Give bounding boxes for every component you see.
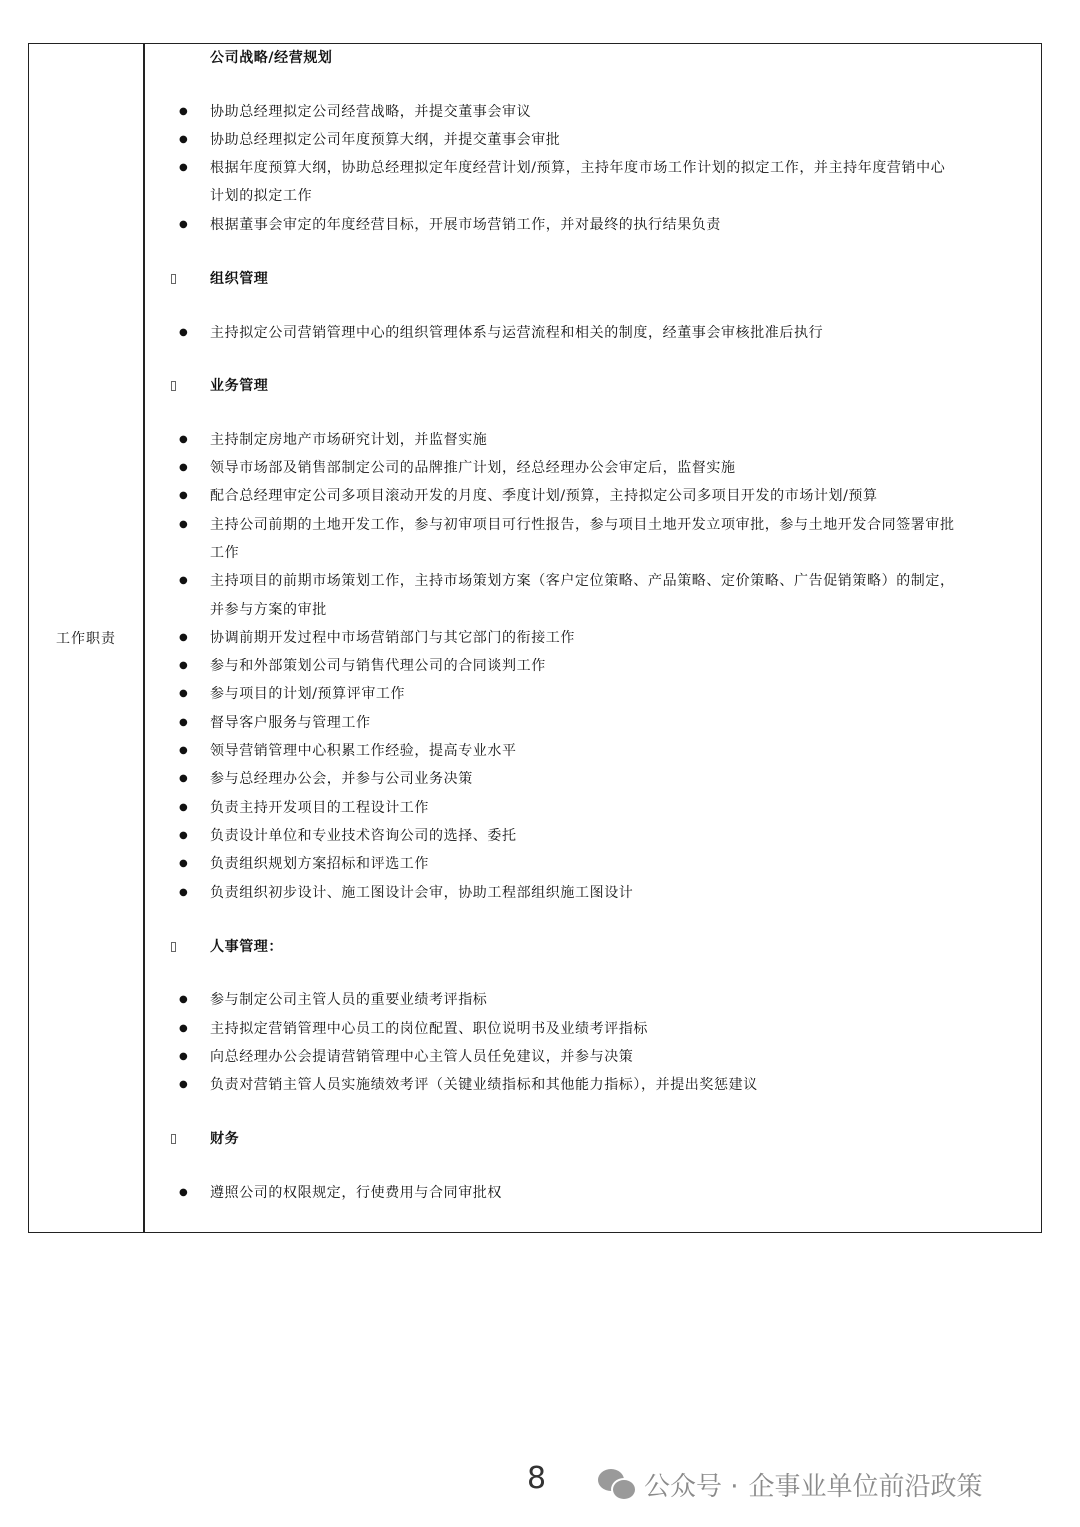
bullet-icon: ● xyxy=(179,773,188,784)
item-text: 根据年度预算大纲，协助总经理拟定年度经营计划/预算，主持年度市场工作计划的拟定工作，并主持年度营销中心 xyxy=(210,160,946,176)
row-label: 工作职责 xyxy=(56,631,116,647)
item-text: 人事管理： xyxy=(210,939,283,955)
item-text: 配合总经理审定公司多项目滚动开发的月度、季度计划/预算，主持拟定公司多项目开发的市场计划/预算 xyxy=(210,488,878,504)
bullet-icon: ● xyxy=(179,1079,188,1090)
item-text: 督导客户服务与管理工作 xyxy=(210,715,371,731)
item-text: 组织管理 xyxy=(210,271,269,287)
bullet-icon: ● xyxy=(179,1051,188,1062)
bullet-icon: ● xyxy=(179,575,188,586)
item-text: 协助总经理拟定公司年度预算大纲，并提交董事会审批 xyxy=(210,132,561,148)
bullet-icon: ● xyxy=(179,462,188,473)
section-marker-icon xyxy=(171,381,176,391)
bullet-icon: ● xyxy=(179,745,188,756)
item-text: 主持公司前期的土地开发工作，参与初审项目可行性报告，参与项目土地开发立项审批，参与土地开发合同签署审批 xyxy=(210,517,955,533)
item-text: 参与和外部策划公司与销售代理公司的合同谈判工作 xyxy=(210,658,546,674)
bullet-icon: ● xyxy=(179,660,188,671)
item-text: 向总经理办公会提请营销管理中心主管人员任免建议，并参与决策 xyxy=(210,1049,634,1065)
item-text: 负责组织初步设计、施工图设计会审，协助工程部组织施工图设计 xyxy=(210,885,634,901)
bullet-icon: ● xyxy=(179,1187,188,1198)
bullet-icon: ● xyxy=(179,519,188,530)
item-text: 负责组织规划方案招标和评选工作 xyxy=(210,856,429,872)
item-text: 公司战略/经营规划 xyxy=(210,50,333,66)
item-text: 领导市场部及销售部制定公司的品牌推广计划，经总经理办公会审定后，监督实施 xyxy=(210,460,736,476)
bullet-icon: ● xyxy=(179,490,188,501)
bullet-icon: ● xyxy=(179,688,188,699)
bullet-icon: ● xyxy=(179,106,188,117)
item-text: 财务 xyxy=(210,1131,240,1147)
bullet-icon: ● xyxy=(179,887,188,898)
bullet-icon: ● xyxy=(179,858,188,869)
section-marker-icon xyxy=(171,1134,176,1144)
item-text: 主持拟定公司营销管理中心的组织管理体系与运营流程和相关的制度，经董事会审核批准后执行 xyxy=(210,325,824,341)
item-text: 负责主持开发项目的工程设计工作 xyxy=(210,800,429,816)
page-number: 8 xyxy=(527,1461,547,1496)
item-text: 负责对营销主管人员实施绩效考评（关键业绩指标和其他能力指标），并提出奖惩建议 xyxy=(210,1077,758,1093)
item-text: 遵照公司的权限规定，行使费用与合同审批权 xyxy=(210,1185,502,1201)
item-text: 参与制定公司主管人员的重要业绩考评指标 xyxy=(210,992,488,1008)
item-text: 根据董事会审定的年度经营目标，开展市场营销工作，并对最终的执行结果负责 xyxy=(210,217,721,233)
item-text: 领导营销管理中心积累工作经验，提高专业水平 xyxy=(210,743,517,759)
item-text: 参与项目的计划/预算评审工作 xyxy=(210,686,406,702)
bullet-icon: ● xyxy=(179,327,188,338)
bullet-icon: ● xyxy=(179,134,188,145)
bullet-icon: ● xyxy=(179,994,188,1005)
bullet-icon: ● xyxy=(179,1023,188,1034)
responsibility-list xyxy=(29,44,1041,1232)
bullet-icon: ● xyxy=(179,802,188,813)
item-text: 工作 xyxy=(210,545,240,561)
item-text: 协调前期开发过程中市场营销部门与其它部门的衔接工作 xyxy=(210,630,575,646)
item-text: 负责设计单位和专业技术咨询公司的选择、委托 xyxy=(210,828,517,844)
item-text: 业务管理 xyxy=(210,378,269,394)
bullet-icon: ● xyxy=(179,434,188,445)
bullet-icon: ● xyxy=(179,162,188,173)
bullet-icon: ● xyxy=(179,632,188,643)
bullet-icon: ● xyxy=(179,717,188,728)
wechat-icon xyxy=(598,1469,634,1499)
item-text: 协助总经理拟定公司经营战略，并提交董事会审议 xyxy=(210,104,532,120)
item-text: 参与总经理办公会，并参与公司业务决策 xyxy=(210,771,473,787)
item-text: 主持拟定营销管理中心员工的岗位配置、职位说明书及业绩考评指标 xyxy=(210,1021,648,1037)
watermark-prefix: 公众号 · xyxy=(644,1471,739,1502)
bullet-icon: ● xyxy=(179,830,188,841)
item-text: 计划的拟定工作 xyxy=(210,188,313,204)
item-text: 主持制定房地产市场研究计划，并监督实施 xyxy=(210,432,488,448)
item-text: 主持项目的前期市场策划工作，主持市场策划方案（客户定位策略、产品策略、定价策略、广告促销策略）的制定， xyxy=(210,573,955,589)
item-text: 并参与方案的审批 xyxy=(210,602,327,618)
responsibility-table xyxy=(28,43,1042,1233)
watermark-account-name: 企事业单位前沿政策 xyxy=(748,1471,983,1502)
section-marker-icon xyxy=(171,942,176,952)
bullet-icon: ● xyxy=(179,219,188,230)
section-marker-icon xyxy=(171,274,176,284)
wechat-watermark xyxy=(598,1464,983,1504)
